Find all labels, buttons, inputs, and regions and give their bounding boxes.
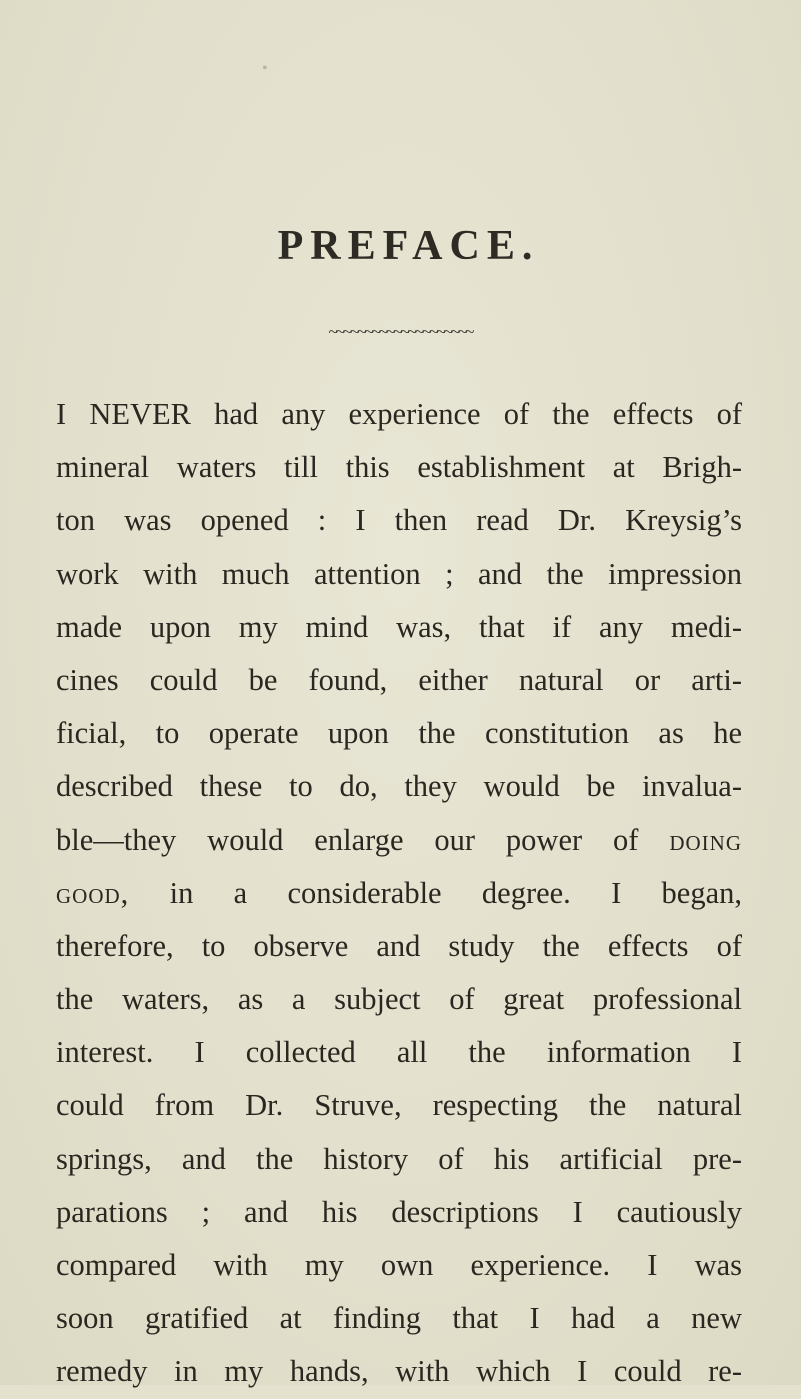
- text-line: soon gratified at finding that I had a new: [56, 1301, 742, 1336]
- text-line: interest. I collected all the information I: [56, 1035, 742, 1070]
- page-title: PREFACE.: [277, 223, 540, 269]
- smallcaps-word: good,: [56, 875, 130, 910]
- text-line: I NEVER had any experience of the effects of: [56, 397, 742, 431]
- text-line: springs, and the history of his artificial pre-: [56, 1141, 742, 1176]
- text-line: ficial, to operate upon the constitution as he: [56, 716, 742, 751]
- text-line: mineral waters till this establishment at Brigh-: [56, 450, 742, 485]
- ornamental-rule: ~~~~~~~~~~~~~~~~~~~~: [328, 322, 473, 341]
- text-line: parations ; and his descriptions I cautiously: [56, 1194, 742, 1229]
- text-line: made upon my mind was, that if any medi-: [56, 609, 742, 644]
- text-line: remedy in my hands, with which I could re-: [56, 1354, 742, 1389]
- smallcaps-word: doing: [669, 822, 742, 857]
- preface-body: [56, 388, 742, 1399]
- page-speck: •: [262, 60, 268, 77]
- text-line: cines could be found, either natural or arti-: [56, 662, 742, 697]
- text-segment: ble—they would enlarge our power of: [56, 822, 639, 857]
- text-line: work with much attention ; and the impression: [56, 556, 742, 591]
- text-line: the waters, as a subject of great professional: [56, 982, 742, 1017]
- text-line: could from Dr. Struve, respecting the natural: [56, 1088, 742, 1123]
- text-line-with-smallcaps: [56, 814, 742, 867]
- text-line-with-smallcaps: [56, 867, 742, 920]
- text-line: therefore, to observe and study the effects of: [56, 928, 742, 963]
- text-segment: in a considerable degree. I began,: [169, 875, 743, 910]
- text-line: described these to do, they would be invalua-: [56, 769, 742, 804]
- text-line: compared with my own experience. I was: [56, 1248, 742, 1282]
- text-line: ton was opened : I then read Dr. Kreysig’s: [56, 503, 742, 538]
